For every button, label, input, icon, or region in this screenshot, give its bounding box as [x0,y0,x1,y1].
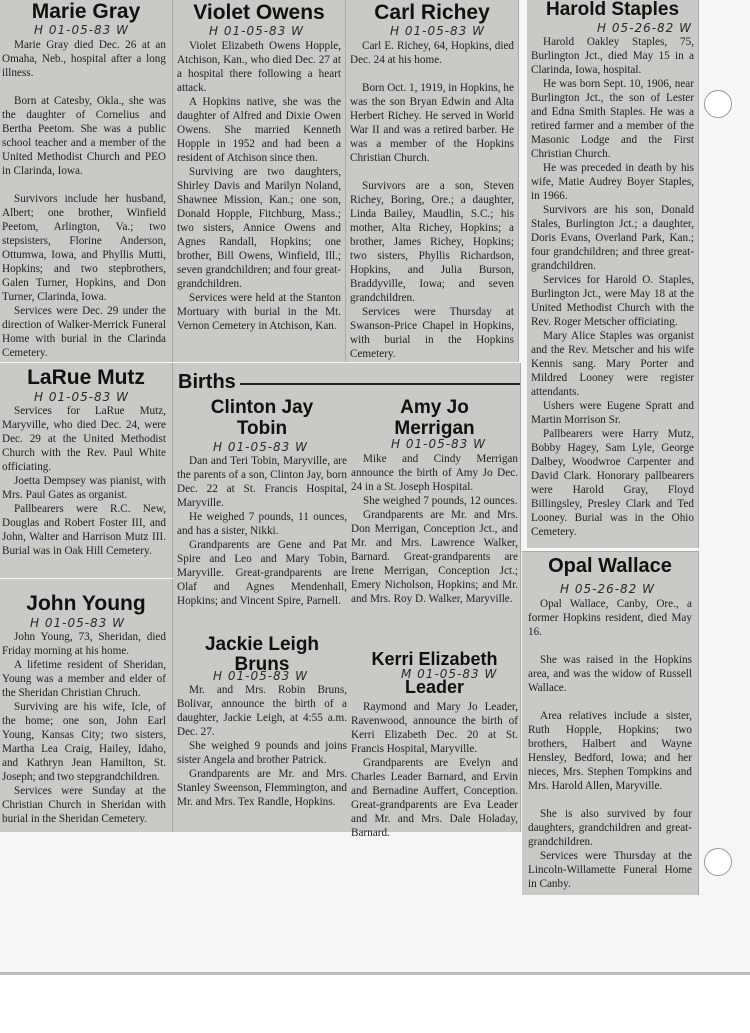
birth-title-line1: Kerri Elizabeth [371,649,498,669]
paragraph: Mr. and Mrs. Robin Bruns, Bolivar, announce the birth of a daughter, Jackie Leigh, at 4:55 a.m. Dec. 27. [177,684,347,738]
obituary-carl-richey [346,0,519,362]
obituary-title: John Young [26,592,146,615]
paragraph: Marie Gray died Dec. 26 at an Omaha, Neb., hospital after a long illness. [2,39,166,79]
paragraph: Grandparents are Mr. and Mrs. Stanley Sweenson, Flemmington, and Mr. and Mrs. Tex Randle, Hopkins. [177,768,347,808]
paragraph: Pallbearers were Harry Mutz, Bobby Hagey, Sam Lyle, George Dalbey, Woodwroe Carpenter and David Clark. Honorary pallbearers were Harold Gray, Floyd Billingsley, Presley Clark and Ted Looney. Burial was in the Ohio Cemetery. [531,428,694,538]
paragraph: Pallbearers were R.C. New, Douglas and Robert Foster III, and John, Walter and Harrison Mutz III. Burial was in Oak Hill Cemetery. [2,503,166,557]
paragraph: Services were Sunday at the Christian Church in Sheridan with burial in the Sheridan Cemetery. [2,785,166,825]
binder-hole [704,90,732,118]
paragraph: Services for Harold O. Staples, Burlington Jct., were May 18 at the United Methodist Church with the Rev. Roger Metscher officiating. [531,274,694,328]
obituary-opal-wallace [522,551,699,895]
paragraph: Grandparents are Mr. and Mrs. Don Merrigan, Conception Jct., and Mr. and Mrs. Lawrence Walker, Barnard. Great-grandparents are Irene Merrigan, Conception Jct.; Emery Nicholson, Hopkins; and Mr. and Mrs. Roy D. Walker, Maryville. [351,509,518,605]
paragraph: Harold Oakley Staples, 75, Burlington Jct., died May 15 in a Clarinda, Iowa, hospital. [531,36,694,76]
obituary-title: Marie Gray [31,0,141,23]
paragraph: She weighed 9 pounds and joins sister Angela and brother Patrick. [177,740,347,766]
paragraph: She weighed 7 pounds, 12 ounces. [363,495,518,507]
paragraph: Services were Dec. 29 under the direction of Walker-Merrick Funeral Home with burial in the Clarinda Cemetery. [2,305,166,359]
paragraph: Grandparents are Evelyn and Charles Leader Barnard, and Ervin and Bernadine Auffert, Conception. Great-grandparents are Eva Leader and Mr. and Mrs. Dale Holaday, Barnard. [351,757,518,839]
handwritten-date: M 01-05-83 W [401,667,498,681]
birth-kerri-leader [351,650,518,840]
paragraph: Services were Thursday at Swanson-Price Chapel in Hopkins, with burial in the Hopkins Cemetery. [350,306,514,360]
paragraph: Area relatives include a sister, Ruth Hopple, Hopkins; two brothers, Halbert and Wayne Hensley, Bedford, Iowa; and her nieces, Mrs. Stephen Tompkins and Mrs. Harold Allen, Maryville. [528,710,692,792]
paragraph: A lifetime resident of Sheridan, Young was a member and elder of the Sheridan Christian Chruch. [2,659,166,699]
obituary-john-young [0,579,173,832]
paragraph: Services were held at the Stanton Mortuary with burial in the Mt. Vernon Cemetery in Atchison, Kan. [177,292,341,332]
birth-title-line1: Jackie Leigh [204,634,320,655]
birth-title-line2: Bruns [234,654,290,675]
obituary-violet-owens [173,0,346,362]
birth-clinton-tobin [177,398,347,608]
handwritten-date: H 01-05-83 W [209,24,304,38]
obituary-title: LaRue Mutz [27,366,145,389]
birth-amy-merrigan [351,398,518,606]
paragraph: Ushers were Eugene Spratt and Martin Morrison Sr. [531,400,694,426]
obituary-title: Harold Staples [545,0,680,20]
paragraph: Grandparents are Gene and Pat Spire and Leo and Mary Tobin, Maryville. Great-grandparents are Olaf and Agnes Mendenhall, Hopkins; and Vincent Spire, Parnell. [177,539,347,607]
paragraph: Born Oct. 1, 1919, in Hopkins, he was the son Bryan Edwin and Alta Herbert Richey. He served in World War II and was a retired barber. He was a member of the Hopkins Christian Church. [350,82,514,164]
obituary-title: Carl Richey [374,1,490,24]
binder-hole [704,848,732,876]
handwritten-date: H 01-05-83 W [391,437,486,451]
paragraph: Survivors are his son, Donald Stales, Burlington Jct.; a daughter, Doris Evans, Overland Park, Kan.; four grandchildren; and three great-grandchildren. [531,204,694,272]
paragraph: Mike and Cindy Merrigan announce the birth of Amy Jo Dec. 24 in a St. Joseph Hospital. [351,453,518,493]
paragraph: A Hopkins native, she was the daughter of Alfred and Dixie Owen Owens. She married Kenneth Hopple in 1952 and had been a resident of Atchison since then. [177,96,341,164]
paragraph: Violet Elizabeth Owens Hopple, Atchison, Kan., who died Dec. 27 at a hospital there following a heart attack. [177,40,341,94]
paragraph: He was preceded in death by his wife, Matie Audrey Boyer Staples, in 1966. [531,162,694,202]
paragraph: Surviving are his wife, Icle, of the home; one son, John Earl Young, Kansas City; two sisters, Martha Lea Craig, Hailey, Idaho, and Kathryn Jean Hamilton, St. Joseph; and two stepgrandchildren. [2,701,166,783]
handwritten-date: H 01-05-83 W [213,669,308,683]
page-edge [0,972,750,975]
paragraph: Mary Alice Staples was organist and the Rev. Metscher and his wife Kennis sang. Mary Porter and Mildred Looney were register attendants. [531,330,694,398]
paragraph: Carl E. Richey, 64, Hopkins, died Dec. 24 at his home. [350,40,514,66]
obituary-harold-staples [527,0,699,548]
paragraph: Surviving are two daughters, Shirley Davis and Marilyn Noland, Shawnee Mission, Kan.; one son, Donald Hopple, Fitchburg, Mass.; two sisters, Annice Owens and Agnes Randall, Hopkins; one brother, Bill Owens, Winfield, Ill.; seven grandchildren; and four great-grandchildren. [177,166,341,290]
paragraph: She is also survived by four daughters, grandchildren and great-grandchildren. [528,808,692,848]
handwritten-date: H 01-05-83 W [213,440,308,454]
paragraph: Services were Thursday at the Lincoln-Willamette Funeral Home in Canby. [528,850,692,890]
birth-title-line2: Merrigan [394,418,475,439]
birth-jackie-bruns [177,635,347,809]
birth-title-line2: Leader [404,677,465,697]
births-rule [228,383,520,385]
birth-title-line1: Amy Jo [400,397,469,418]
paragraph: Services for LaRue Mutz, Maryville, who died Dec. 24, were Dec. 29 at the United Methodist Church with the Rev. Paul White officiating. [2,405,166,473]
handwritten-date: H 01-05-83 W [34,23,129,37]
birth-title-line1: Clinton Jay [210,397,314,418]
obituary-title: Opal Wallace [548,555,672,577]
handwritten-date: H 01-05-83 W [34,390,129,404]
paragraph: Dan and Teri Tobin, Maryville, are the parents of a son, Clinton Jay, born Dec. 22 at St. Francis Hospital, Maryville. [177,455,347,509]
paragraph: She was raised in the Hopkins area, and was the widow of Russell Wallace. [528,654,692,694]
paragraph: John Young, 73, Sheridan, died Friday morning at his home. [2,631,166,657]
handwritten-date: H 01-05-83 W [390,24,485,38]
birth-title-line2: Tobin [236,418,288,439]
paragraph: Survivors include her husband, Albert; one brother, Winfield Peetom, Arlington, Va.; two stepsisters, Florine Anderson, Ottumwa, Iowa, and Phyllis Mutti, Hopkins; and two stepbrothers, Galen Turner, Hopkins, and Don Turner, Clarinda, Iowa. [2,193,166,303]
obituary-marie-gray [0,0,173,362]
paragraph: He was born Sept. 10, 1906, near Burlington Jct., the son of Lester and Edna Smith Staples. He was a retired farmer and a member of the Masonic Lodge and the First Christian Church. [531,78,694,160]
paragraph: Born at Catesby, Okla., she was the daughter of Cornelius and Bertha Peetom. She was a public school teacher and a member of the United Methodist Church and PEO in Clarinda, Iowa. [2,95,166,177]
paragraph: Raymond and Mary Jo Leader, Ravenwood, announce the birth of Kerri Elizabeth Dec. 20 at St. Francis Hospital, Maryville. [351,701,518,755]
handwritten-date: H 05-26-82 W [560,582,655,596]
paragraph: Survivors are a son, Steven Richey, Boring, Ore.; a daughter, Linda Bailey, Maudlin, S.C.; his mother, Alta Richey, Hopkins; a brother, James Richey, Hopkins; two sisters, Phyllis Richardson, Hopkins, and Julia Burson, Braddyville, Iowa; and seven grandchildren. [350,180,514,304]
handwritten-date: H 05-26-82 W [597,21,692,35]
paragraph: Joetta Dempsey was pianist, with Mrs. Paul Gates as organist. [2,475,166,501]
obituary-title: Violet Owens [193,1,325,24]
paragraph: Opal Wallace, Canby, Ore., a former Hopkins resident, died May 16. [528,598,692,638]
births-heading [178,371,520,391]
paragraph: He weighed 7 pounds, 11 ounces, and has a sister, Nikki. [177,511,347,537]
obituary-larue-mutz [0,363,173,578]
handwritten-date: H 01-05-83 W [30,616,125,630]
births-title: Births [178,371,240,393]
